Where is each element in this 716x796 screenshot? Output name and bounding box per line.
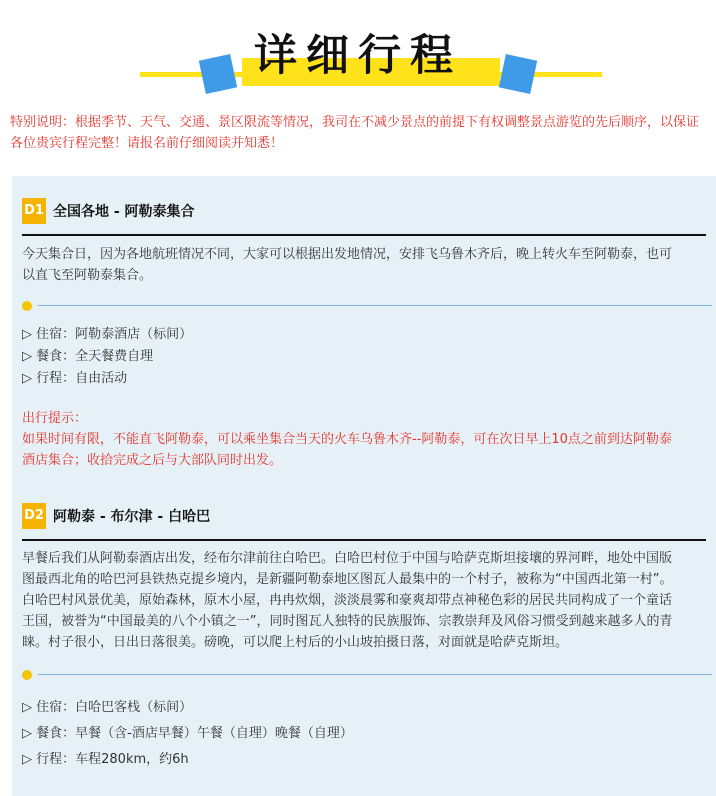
description-line: 王国，被誉为“中国最美的八个小镇之一”，同时图瓦人独特的民族服饰、宗教崇拜及风俗习惯受到越来越多人的青	[22, 614, 673, 629]
meals-info: ▷ 餐食：早餐（含-酒店早餐）午餐（自理）晚餐（自理）	[22, 726, 353, 741]
schedule-info: ▷ 行程：车程280km，约6h	[22, 752, 189, 767]
description-line: 以直飞至阿勒泰集合。	[22, 268, 153, 283]
lodging-info: ▷ 住宿：阿勒泰酒店（标间）	[22, 327, 193, 342]
bullet-dot-icon	[22, 301, 32, 311]
tip-line: 如果时间有限，不能直飞阿勒泰，可以乘坐集合当天的火车乌鲁木齐--阿勒泰，可在次日早上10点之前到达阿勒泰	[22, 432, 672, 447]
schedule-info: ▷ 行程：自由活动	[22, 371, 128, 386]
notice-line: 各位贵宾行程完整！请报名前仔细阅读并知悉！	[10, 136, 284, 151]
tip-line: 酒店集合；收拾完成之后与大部队同时出发。	[22, 453, 283, 468]
day-info-list	[22, 324, 192, 390]
section-separator	[22, 670, 712, 680]
day-description	[22, 244, 712, 286]
description-line: 白哈巴村风景优美，原始森林，原木小屋，冉冉炊烟，淡淡晨雾和豪爽却带点神秘色彩的居民共同构成了一个童话	[22, 593, 673, 608]
day-title: 阿勒泰 - 布尔津 - 白哈巴	[53, 509, 211, 525]
day-title: 全国各地 - 阿勒泰集合	[53, 204, 195, 220]
tip-title: 出行提示：	[22, 411, 88, 426]
divider	[22, 234, 706, 236]
description-line: 今天集合日，因为各地航班情况不同，大家可以根据出发地情况，安排飞乌鲁木齐后，晚上转火车至阿勒泰，也可	[22, 247, 673, 262]
page-title: 详细行程	[254, 31, 462, 81]
itinerary-banner	[0, 0, 716, 104]
description-line: 图最西北角的哈巴河县铁热克提乡境内，是新疆阿勒泰地区图瓦人最集中的一个村子，被称为“中国西北第一村”。	[22, 572, 673, 587]
description-line: 早餐后我们从阿勒泰酒店出发，经布尔津前往白哈巴。白哈巴村位于中国与哈萨克斯坦接壤的界河畔，地处中国版	[22, 551, 673, 566]
description-line: 睐。村子很小，日出日落很美。磅晚，可以爬上村后的小山坡拍摄日落，对面就是哈萨克斯坦。	[22, 635, 569, 650]
day-tag: D1	[22, 198, 46, 224]
day-header	[22, 503, 210, 529]
travel-tip	[22, 408, 712, 471]
day-description	[22, 548, 712, 653]
notice-line: 特别说明：根据季节、天气、交通、景区限流等情况，我司在不减少景点的前提下有权调整景点游览的先后顺序，以保证	[10, 115, 700, 130]
lodging-info: ▷ 住宿：白哈巴客栈（标间）	[22, 700, 193, 715]
divider	[22, 539, 706, 541]
special-notice	[10, 112, 716, 154]
day-header	[22, 198, 195, 224]
itinerary-card	[12, 176, 716, 796]
bullet-dot-icon	[22, 670, 32, 680]
day-info-list	[22, 695, 353, 773]
day-tag: D2	[22, 503, 46, 529]
section-separator	[22, 301, 712, 311]
meals-info: ▷ 餐食：全天餐费自理	[22, 349, 154, 364]
